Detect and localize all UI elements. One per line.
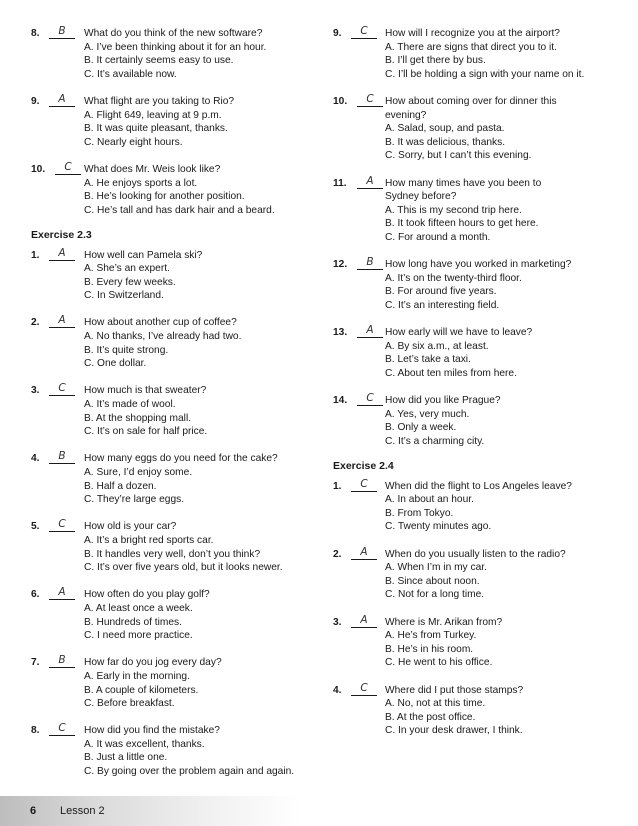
answer-option: A. He’s from Turkey. [385,630,477,642]
question-number: 5. [31,521,40,533]
question-number: 2. [333,548,342,560]
handwritten-answer: C [49,381,75,396]
question-item [31,656,326,710]
question-line [31,452,326,466]
question-item [333,681,633,738]
question-number: 8. [31,725,40,737]
question-text: What flight are you taking to Rio? [84,95,235,107]
answer-option: C. In Switzerland. [84,290,164,302]
question-item [333,258,633,312]
handwritten-answer: C [55,160,81,175]
answer-option: B. He’s looking for another position. [84,191,245,203]
question-item [31,452,326,506]
question-number: 14. [333,395,348,407]
question-text-continued: evening? [385,109,427,121]
question-item [31,246,326,303]
answer-option: C. For around a month. [385,231,491,243]
question-item [31,588,326,642]
answer-option: C. Nearly eight hours. [84,136,183,148]
question-text: How about another cup of coffee? [84,317,237,329]
exercise-heading: Exercise 2.3 [31,228,92,241]
answer-option: C. In your desk drawer, I think. [385,725,523,737]
question-text: How will I recognize you at the airport? [385,28,560,39]
question-number: 7. [31,657,40,669]
question-number: 3. [333,616,342,628]
question-line [31,384,326,398]
question-text: How far do you jog every day? [84,657,222,669]
answer-option: B. He’s in his room. [385,643,474,655]
handwritten-answer: A [49,246,75,261]
answer-option: B. It’s quite strong. [84,344,169,356]
question-text: When did the flight to Los Angeles leave? [385,480,572,492]
question-text: How early will we have to leave? [385,327,533,339]
question-item [333,326,633,380]
handwritten-answer: A [49,92,75,107]
answer-option: B. It certainly seems easy to use. [84,55,234,67]
question-number: 4. [333,684,342,696]
answer-option: A. It’s on the twenty-third floor. [385,272,522,284]
question-number: 8. [31,28,40,39]
question-number: 1. [333,480,342,492]
answer-option: B. Only a week. [385,422,457,434]
question-text: How did you find the mistake? [84,725,220,737]
question-line [333,326,633,340]
question-line [333,92,633,109]
question-number: 2. [31,317,40,329]
answer-option: A. There are signs that direct you to it. [385,41,557,53]
handwritten-answer: B [49,24,75,39]
answer-option: A. Sure, I’d enjoy some. [84,467,193,478]
answer-option: A. I’ve been thinking about it for an hour. [84,41,267,53]
answer-option: A. Flight 649, leaving at 9 p.m. [84,109,222,121]
answer-option: B. It was quite pleasant, thanks. [84,123,228,135]
handwritten-answer: B [49,653,75,668]
question-line [31,724,326,738]
question-number: 1. [31,249,40,261]
question-text: How often do you play golf? [84,589,210,601]
question-item [31,520,326,574]
question-item [31,92,326,149]
question-item [333,27,633,81]
question-number: 9. [333,28,342,39]
handwritten-answer: C [351,477,377,492]
question-text: When do you usually listen to the radio? [385,548,566,560]
question-number: 4. [31,453,40,465]
question-item [31,724,326,778]
answer-option: C. Sorry, but I can’t this evening. [385,150,532,162]
question-text: How old is your car? [84,521,177,533]
question-text: Where did I put those stamps? [385,684,524,696]
handwritten-answer: B [49,449,75,464]
answer-option: B. For around five years. [385,286,497,298]
answer-option: B. A couple of kilometers. [84,684,199,696]
question-text: What do you think of the new software? [84,28,263,39]
answer-option: C. About ten miles from here. [385,367,517,379]
question-item [333,92,633,163]
question-line [333,174,633,191]
answer-option: B. At the shopping mall. [84,412,192,424]
handwritten-answer: A [357,174,383,189]
answer-option: C. He’s tall and has dark hair and a beard. [84,204,275,216]
answer-option: A. Salad, soup, and pasta. [385,123,505,135]
handwritten-answer: A [351,545,377,560]
question-number: 11. [333,177,347,189]
question-item [31,160,326,217]
answer-option: B. Just a little one. [84,752,168,764]
answer-option: A. She’s an expert. [84,263,170,275]
answer-option: B. From Tokyo. [385,507,454,519]
page-footer [0,796,638,826]
question-number: 13. [333,327,348,339]
question-number: 9. [31,95,40,107]
answer-option: A. No thanks, I’ve already had two. [84,331,242,343]
answer-option: B. I’ll get there by bus. [385,55,486,67]
question-line [31,92,326,109]
question-text: How long have you worked in marketing? [385,259,572,271]
answer-option: B. Half a dozen. [84,480,157,492]
answer-option: A. It’s a bright red sports car. [84,534,214,546]
lesson-label: Lesson 2 [60,805,105,817]
question-line [333,394,633,408]
question-line [333,545,633,562]
answer-option: A. In about an hour. [385,494,474,506]
answer-option: C. By going over the problem again and again. [84,766,295,778]
answer-option: B. Hundreds of times. [84,616,182,628]
question-text: How well can Pamela ski? [84,249,203,261]
question-item [333,174,633,245]
question-text: How did you like Prague? [385,395,501,407]
answer-option: C. It’s over five years old, but it looks newer. [84,562,283,574]
question-text: How much is that sweater? [84,385,207,397]
answer-option: B. At the post office. [385,711,476,723]
question-line [31,656,326,670]
right-column [333,27,633,751]
question-item [333,613,633,670]
answer-option: C. Not for a long time. [385,589,485,601]
handwritten-answer: C [357,391,383,406]
handwritten-answer: B [357,255,383,270]
handwritten-answer: C [351,24,377,39]
page-number: 6 [30,805,37,817]
answer-option: C. It’s on sale for half price. [84,426,208,438]
question-line [333,477,633,494]
question-text: What does Mr. Weis look like? [84,163,221,175]
question-item [31,316,326,370]
question-line [333,681,633,698]
question-line [31,316,326,330]
handwritten-answer: C [351,681,377,696]
answer-option: C. Before breakfast. [84,698,175,710]
answer-option: A. He enjoys sports a lot. [84,177,198,189]
answer-option: C. I’ll be holding a sign with your name on it. [385,68,585,80]
question-line [333,258,633,272]
answer-option: A. Early in the morning. [84,670,190,682]
answer-option: B. It took fifteen hours to get here. [385,218,539,230]
question-number: 10. [333,95,348,107]
question-number: 10. [31,163,46,175]
question-item [333,394,633,448]
question-number: 3. [31,385,40,397]
question-number: 12. [333,259,348,271]
question-text: How many eggs do you need for the cake? [84,453,278,465]
question-line [333,27,633,41]
answer-option: A. It’s made of wool. [84,399,176,411]
question-line [31,27,326,41]
handwritten-answer: A [49,313,75,328]
answer-option: C. It’s an interesting field. [385,299,500,311]
handwritten-answer: C [49,517,75,532]
answer-option: C. They’re large eggs. [84,494,185,506]
answer-option: C. Twenty minutes ago. [385,521,492,533]
answer-option: B. Since about noon. [385,575,480,587]
handwritten-answer: C [49,721,75,736]
answer-option: A. This is my second trip here. [385,204,522,216]
question-text: How many times have you been to [385,177,542,189]
answer-option: C. One dollar. [84,358,147,370]
answer-option: A. By six a.m., at least. [385,340,489,352]
question-line [31,160,326,177]
answer-option: C. He went to his office. [385,657,493,669]
handwritten-answer: A [357,323,383,338]
left-column [31,27,326,792]
question-item [31,384,326,438]
answer-option: B. It was delicious, thanks. [385,136,506,148]
question-line [31,588,326,602]
answer-option: A. At least once a week. [84,602,193,614]
question-item [333,545,633,602]
handwritten-answer: A [49,585,75,600]
handwritten-answer: A [351,613,377,628]
handwritten-answer: C [357,92,383,107]
answer-option: A. It was excellent, thanks. [84,738,205,750]
answer-option: B. Let’s take a taxi. [385,354,471,366]
question-line [31,520,326,534]
question-item [31,27,326,81]
question-line [31,246,326,263]
question-item [333,477,633,534]
answer-option: C. It’s available now. [84,68,177,80]
question-line [333,613,633,630]
question-text: How about coming over for dinner this [385,95,557,107]
answer-option: A. Yes, very much. [385,408,470,420]
answer-option: C. It’s a charming city. [385,435,485,447]
answer-option: B. It handles very well, don’t you think? [84,548,261,560]
answer-option: A. When I’m in my car. [385,562,487,574]
answer-option: B. Every few weeks. [84,276,176,288]
exercise-heading: Exercise 2.4 [333,460,394,472]
question-text: Where is Mr. Arikan from? [385,616,503,628]
question-text-continued: Sydney before? [385,191,457,203]
answer-option: C. I need more practice. [84,630,193,642]
answer-option: A. No, not at this time. [385,698,486,710]
question-number: 6. [31,589,40,601]
